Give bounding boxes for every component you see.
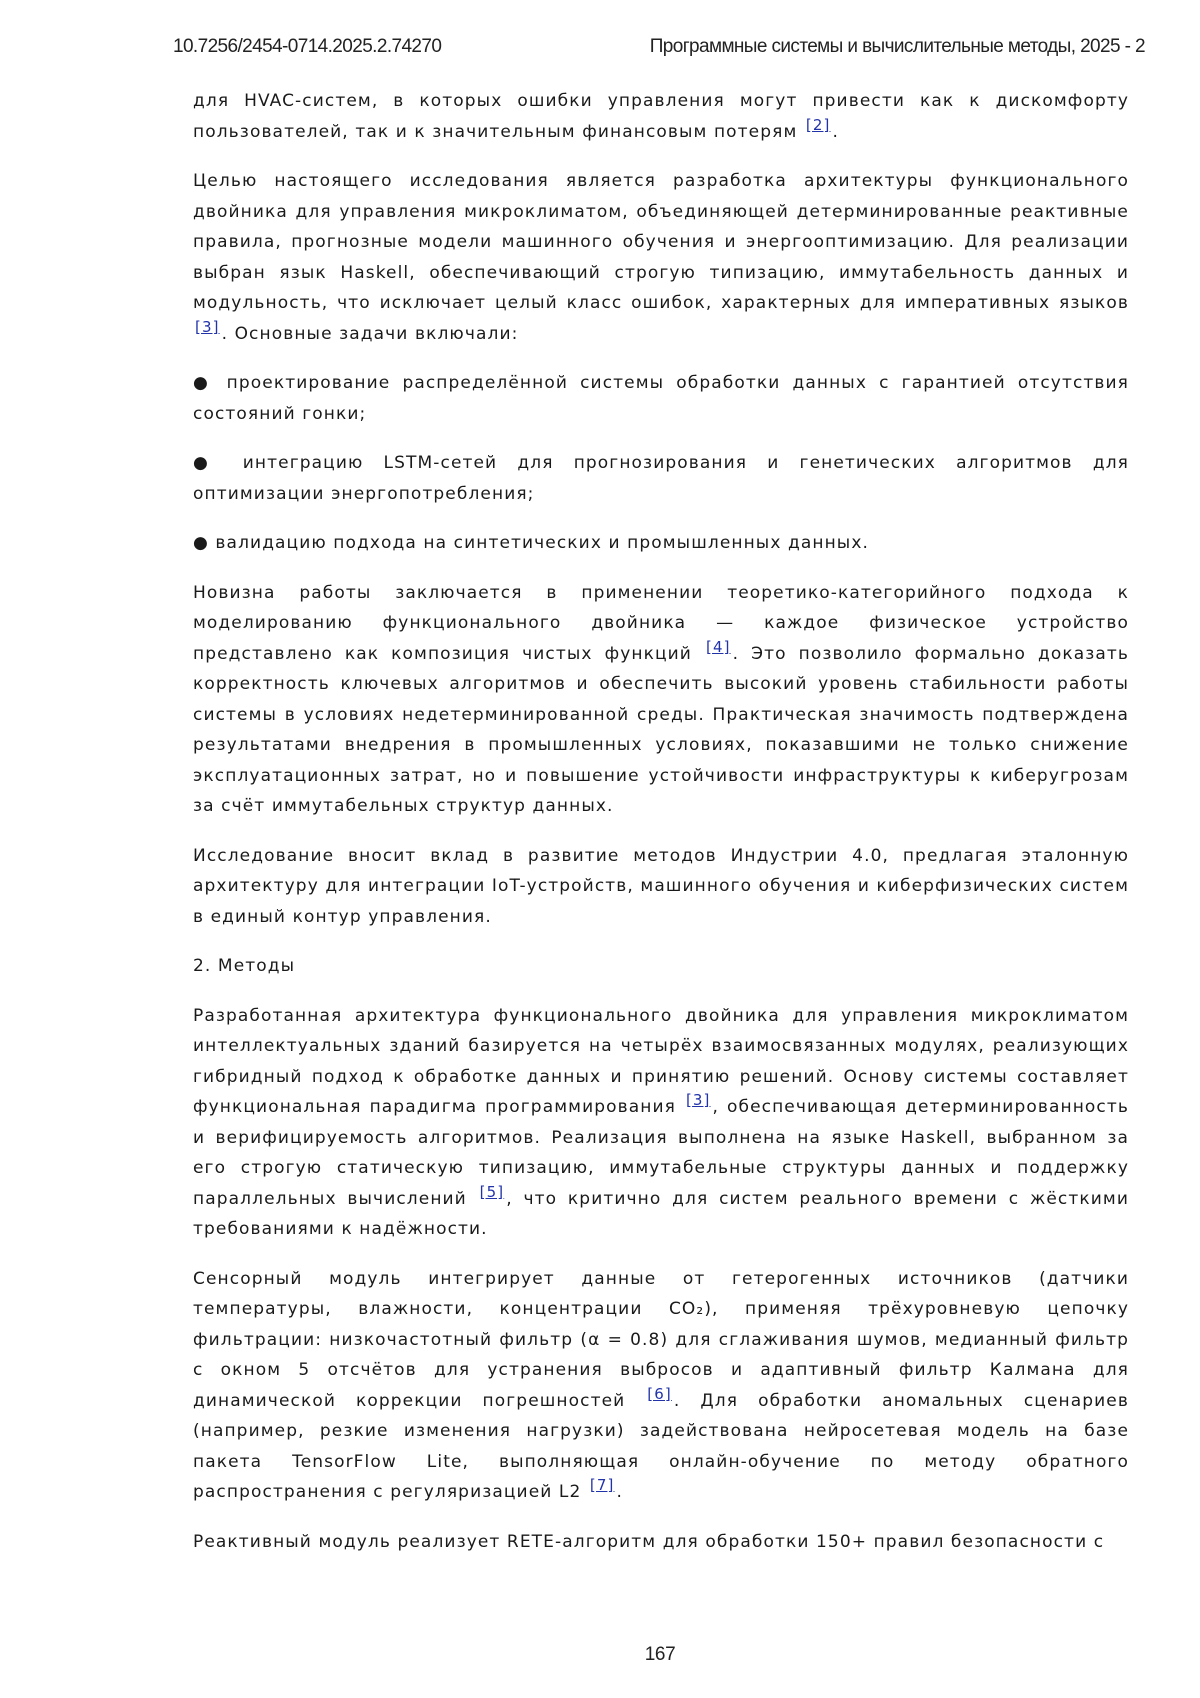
section-heading: 2. Методы [193,956,296,976]
paragraph-text: . Это позволило формально доказать корректность ключевых алгоритмов и обеспечить высокий уровень стабильности работы системы в условиях недетерминированной среды. Практическая значимость подтверждена результатами внедрения в промышленных условиях, показавшими не только снижение эксплуатационных затрат, но и повышение устойчивости инфраструктуры к киберугрозам за счёт иммутабельных структур данных. [193,643,1130,816]
page-number: 167 [644,1644,676,1665]
paragraph-text: Новизна работы заключается в применении теоретико-категорийного подхода к моделированию функционального двойника — каждое физическое устройство представлено как композиция чистых функций [193,582,1129,664]
paragraph-text: , что критично для систем реального времени с жёсткими требованиями к надёжности. [193,1188,1129,1239]
footnote-ref-6[interactable]: [6] [647,1384,672,1403]
paragraph-text: . Для обработки аномальных сценариев (например, резкие изменения нагрузки) задействована нейросетевая модель на базе пакета TensorFlow Lite, выполняющая онлайн-обучение по методу обратного распространения с регуляризацией L2 [193,1390,1129,1502]
footnote-ref-5[interactable]: [5] [479,1182,505,1201]
paragraph-intro-continuation [193,86,1129,147]
paragraph-text: Разработанная архитектура функционального двойника для управления микроклиматом интеллектуальных зданий базируется на четырёх взаимосвязанных модулях, реализующих гибридный подход к обработке данных и принятию решений. Основу системы составляет функциональная парадигма программирования [193,1005,1129,1117]
paragraph-text: для HVAC-систем, в которых ошибки управления могут привести как к дискомфорту пользователей, так и к значительным финансовым потерям [193,91,1129,142]
bullet-item: ● интеграцию LSTM-сетей для прогнозирования и генетических алгоритмов для оптимизации энергопотребления; [193,453,1129,504]
footnote-ref-3[interactable]: [3] [195,317,220,336]
bullet-item: ● проектирование распределённой системы обработки данных с гарантией отсутствия состояний гонки; [193,373,1129,424]
running-head [173,36,1145,62]
paragraph-text: Целью настоящего исследования является разработка архитектуры функционального двойника для управления микроклиматом, объединяющей детерминированные реактивные правила, прогнозные модели машинного обучения и энергооптимизацию. Для реализации выбран язык Haskell, обеспечивающий строгую типизацию, иммутабельность данных и модульность, что исключает целый класс ошибок, характерных для императивных языков [193,171,1129,313]
paragraph-text: . Основные задачи включали: [221,323,519,344]
paragraph-architecture [193,1001,1129,1245]
footnote-ref-4[interactable]: [4] [706,637,731,656]
paragraph-reactive-module: Реактивный модуль реализует RETE-алгоритм для обработки 150+ правил безопасности с [193,1531,1105,1552]
paragraph-goal [193,166,1129,349]
paragraph-text: . [832,121,839,142]
journal-title: Программные системы и вычислительные методы, 2025 - 2 [649,36,1145,57]
footnote-ref-2[interactable]: [2] [805,115,831,134]
paragraph-text: . [616,1482,623,1502]
article-body [193,86,1129,1557]
paragraph-text: , обеспечивающая детерминированность и верифицируемость алгоритмов. Реализация выполнена на языке Haskell, выбранном за его строгую статическую типизацию, иммутабельные структуры данных и поддержку параллельных вычислений [193,1097,1129,1209]
footnote-ref-7[interactable]: [7] [589,1476,615,1494]
bullet-item: ● валидацию подхода на синтетических и промышленных данных. [193,533,869,553]
footnote-ref-3[interactable]: [3] [685,1091,711,1109]
paragraph-sensor-module [193,1264,1129,1508]
paragraph-contribution: Исследование вносит вклад в развитие методов Индустрии 4.0, предлагая эталонную архитектуру для интеграции IoT-устройств, машинного обучения и киберфизических систем в единый контур управления. [193,845,1129,927]
paragraph-text: Сенсорный модуль интегрирует данные от гетерогенных источников (датчики температуры, влажности, концентрации CO₂), применяя трёхуровневую цепочку фильтрации: низкочастотный фильтр (α = 0.8) для сглаживания шумов, медианный фильтр с окном 5 отсчётов для устранения выбросов и адаптивный фильтр Калмана для динамической коррекции погрешностей [193,1268,1129,1411]
doi: 10.7256/2454-0714.2025.2.74270 [173,36,442,57]
paragraph-novelty [193,578,1129,822]
